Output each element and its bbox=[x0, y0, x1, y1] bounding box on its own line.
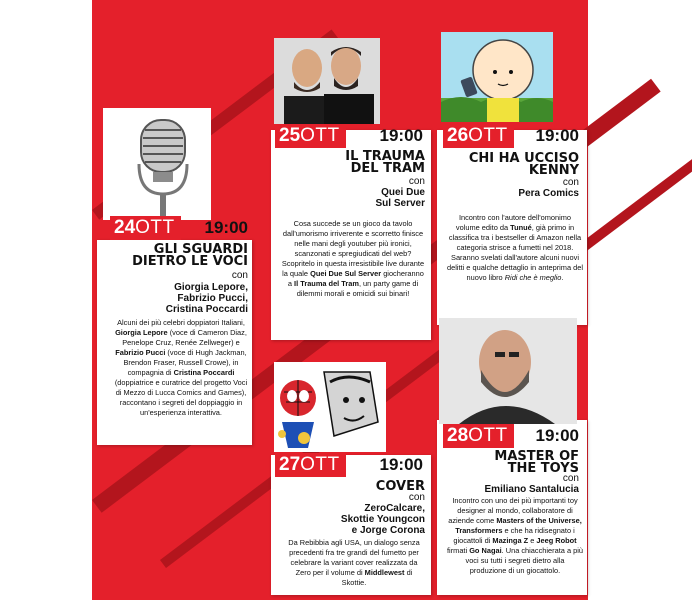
description-text: (voce di Cameron Diaz, Penelope Cruz, Renée Zellweger) e bbox=[122, 328, 247, 347]
person-icon bbox=[439, 318, 577, 424]
guest-names: Giorgia Lepore, Fabrizio Pucci, Cristina Poccardi bbox=[165, 282, 248, 315]
description-text: Tunué bbox=[510, 223, 532, 232]
people-icon bbox=[274, 38, 380, 124]
description-text: Incontro con uno dei più importanti toy designer al mondo, collaboratore di aziende come bbox=[448, 496, 578, 525]
description-text: Middlewest bbox=[364, 568, 405, 577]
event-description bbox=[283, 538, 425, 588]
date-badge bbox=[275, 124, 346, 148]
event-time: 19:00 bbox=[204, 218, 248, 237]
guest-names: Quei Due Sul Server bbox=[375, 187, 425, 209]
bald-man-photo bbox=[439, 318, 577, 424]
date-row bbox=[110, 216, 252, 240]
cartoon-character bbox=[441, 32, 553, 122]
date-badge bbox=[443, 424, 514, 448]
date-badge bbox=[443, 124, 514, 148]
title-line: KENNY bbox=[528, 163, 579, 178]
guest-names: Pera Comics bbox=[518, 188, 579, 199]
event-time: 19:00 bbox=[379, 126, 423, 145]
description-text: Il Trauma del Tram bbox=[294, 279, 359, 288]
description-text: Incontro con l'autore dell'omonimo volume edito da bbox=[455, 213, 572, 232]
date-row bbox=[443, 424, 583, 448]
comic-cover-art bbox=[274, 362, 386, 452]
description-text: (voce di Hugh Jackman, Brendon Fraser, Russell Crowe), in compagnia di bbox=[123, 348, 247, 377]
month-label: OTT bbox=[468, 125, 508, 146]
description-text: (doppiatrice e curatrice del progetto Voci di Mezzo di Lucca Comics and Games), raccontano i segreti del doppiaggio in un'esperienza interattiva. bbox=[114, 378, 248, 417]
cartoon-icon bbox=[441, 32, 553, 122]
description-text: di Skottie. bbox=[341, 568, 413, 587]
description-text: firmati bbox=[447, 546, 470, 555]
description-text: e bbox=[528, 536, 537, 545]
description-text: Quei Due Sul Server bbox=[310, 269, 382, 278]
month-label: OTT bbox=[135, 217, 175, 238]
title-line: IL TRAUMA bbox=[345, 149, 425, 164]
title-line: DIETRO LE VOCI bbox=[132, 254, 248, 269]
event-description bbox=[114, 318, 248, 418]
guest-names: Emiliano Santalucia bbox=[484, 484, 579, 495]
description-text: , già primo in classifica tra i bestseller di Amazon nella categoria strisce a fumetti nel 2018. Saranno svelati dall'autore alcuni nuovi delitti e qualche dettaglio in anteprima del nuovo libro bbox=[447, 223, 583, 282]
comic-icon bbox=[274, 362, 386, 452]
description-text: Giorgia Lepore bbox=[115, 328, 168, 337]
title-line: DEL TRAM bbox=[350, 161, 425, 176]
title-line: THE TOYS bbox=[507, 461, 579, 476]
con-label: con bbox=[408, 492, 425, 503]
event-description bbox=[281, 219, 425, 299]
description-text: . bbox=[561, 273, 564, 282]
date-row bbox=[275, 453, 427, 477]
microphone-icon bbox=[103, 108, 211, 220]
microphone-image bbox=[103, 108, 211, 220]
month-label: OTT bbox=[300, 454, 340, 475]
description-text: Da Rebibbia agli USA, un dialogo senza precedenti fra tre grandi del fumetto per celebrare la variant cover realizzata da Zero per il volume di bbox=[288, 538, 420, 577]
event-time: 19:00 bbox=[535, 426, 579, 445]
day-number: 24 bbox=[114, 217, 136, 238]
event-time: 19:00 bbox=[535, 126, 579, 145]
event-title bbox=[275, 151, 425, 175]
description-text: Jeeg Robot bbox=[536, 536, 577, 545]
description-text: Alcuni dei più celebri doppiatori Italiani, bbox=[117, 318, 245, 327]
title-line: CHI HA UCCISO bbox=[468, 151, 579, 166]
description-text: Cristina Poccardi bbox=[173, 368, 235, 377]
event-title bbox=[110, 244, 248, 268]
day-number: 25 bbox=[279, 125, 301, 146]
description-text: giocheranno a bbox=[287, 269, 424, 288]
description-text: Go Nagai bbox=[469, 546, 502, 555]
event-title bbox=[443, 153, 579, 177]
two-men-photo bbox=[274, 38, 380, 124]
con-label: con bbox=[562, 473, 579, 484]
description-text: Mazinga Z bbox=[492, 536, 529, 545]
date-badge bbox=[275, 453, 346, 477]
description-text: . Una chiacchierata a più voci su tutti i segreti dietro alla produzione di un giocattolo. bbox=[465, 546, 583, 575]
day-number: 27 bbox=[279, 454, 301, 475]
event-title bbox=[443, 451, 579, 475]
description-text: Cosa succede se un gioco da tavolo dall'umorismo irriverente e scorretto finisce nelle mani degli youtuber più ironici, scanzonati e spregiudicati del web? Scopritelo in questa irresistibile live durante la quale bbox=[281, 219, 425, 278]
description-text: , un party game di dilemmi morali e omicidi sui binari! bbox=[296, 279, 419, 298]
month-label: OTT bbox=[300, 125, 340, 146]
day-number: 26 bbox=[447, 125, 469, 146]
description-text: e che ha ridisegnato i giocattoli di bbox=[453, 526, 575, 545]
date-row bbox=[275, 124, 427, 148]
description-text: Fabrizio Pucci bbox=[115, 348, 166, 357]
date-row bbox=[443, 124, 583, 148]
description-text: Masters of the Universe, Transformers bbox=[455, 516, 582, 535]
title-line: MASTER OF bbox=[494, 449, 579, 464]
title-line: COVER bbox=[375, 479, 425, 494]
event-description bbox=[447, 213, 583, 283]
con-label: con bbox=[408, 176, 425, 187]
month-label: OTT bbox=[468, 425, 508, 446]
title-line: GLI SGUARDI bbox=[153, 242, 248, 257]
event-description bbox=[447, 496, 583, 576]
con-label: con bbox=[562, 177, 579, 188]
day-number: 28 bbox=[447, 425, 469, 446]
date-badge bbox=[110, 216, 181, 240]
event-time: 19:00 bbox=[379, 455, 423, 474]
description-text: Ridi che è meglio bbox=[504, 273, 562, 282]
guest-names: ZeroCalcare, Skottie Youngcon e Jorge Corona bbox=[340, 503, 425, 536]
con-label: con bbox=[231, 270, 248, 281]
